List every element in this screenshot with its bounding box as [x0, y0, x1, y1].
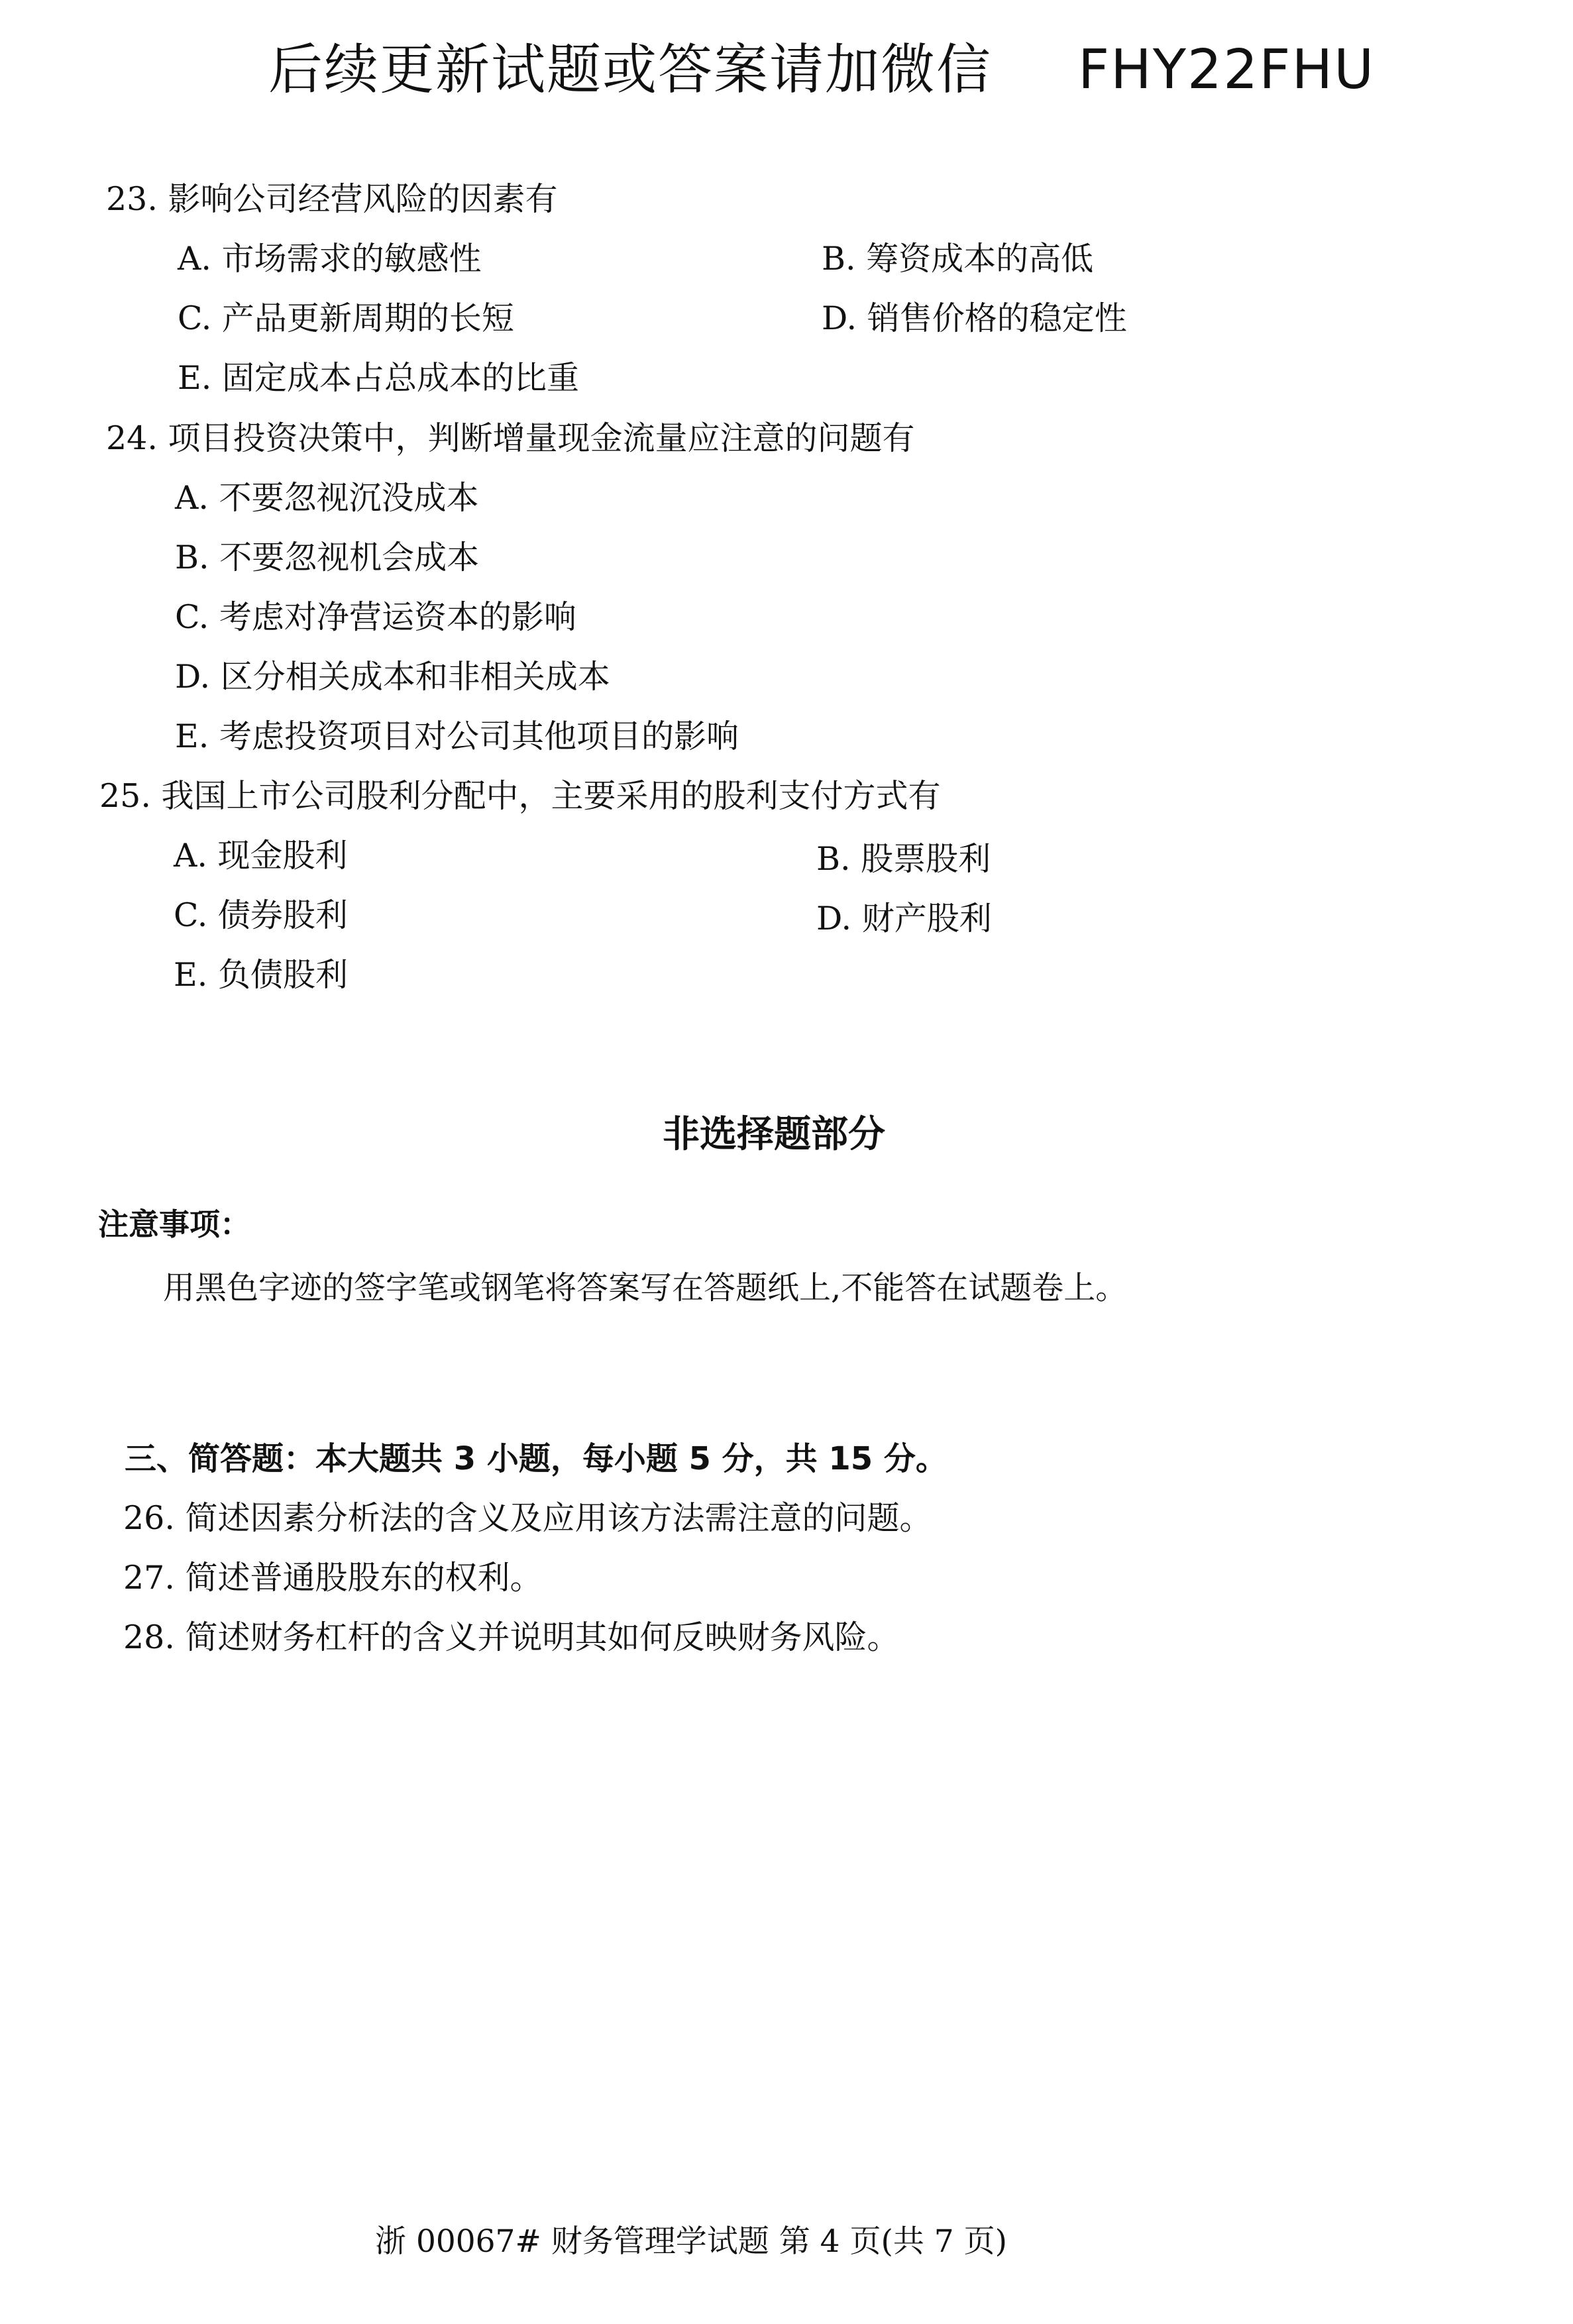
- question-number: 25.: [99, 777, 151, 815]
- part3-heading: 三、简答题：本大题共 3 小题，每小题 5 分，共 15 分。: [125, 1440, 948, 1477]
- option-25-d: D. 财产股利: [816, 900, 992, 937]
- option-23-e: E. 固定成本占总成本的比重: [178, 359, 579, 397]
- note-heading: 注意事项：: [98, 1206, 250, 1242]
- question-25: [99, 770, 941, 817]
- question-number: 26.: [123, 1499, 175, 1537]
- question-text: 影响公司经营风险的因素有: [168, 180, 558, 218]
- option-24-e: E. 考虑投资项目对公司其他项目的影响: [175, 717, 739, 755]
- question-number: 27.: [123, 1559, 175, 1597]
- option-24-b: B. 不要忽视机会成本: [175, 539, 480, 576]
- option-23-b: B. 筹资成本的高低: [822, 240, 1094, 278]
- option-25-c: C. 债券股利: [174, 896, 348, 934]
- question-27: [123, 1552, 543, 1599]
- header-title: 后续更新试题或答案请加微信: [268, 38, 993, 101]
- option-25-b: B. 股票股利: [816, 840, 991, 878]
- question-24: [106, 413, 915, 459]
- question-text: 简述因素分析法的含义及应用该方法需注意的问题。: [185, 1499, 932, 1537]
- option-25-e: E. 负债股利: [174, 956, 348, 994]
- page-footer: 浙 00067# 财务管理学试题 第 4 页(共 7 页): [375, 2223, 1007, 2260]
- header-wechat-id: FHY22FHU: [1078, 38, 1376, 101]
- question-text: 简述财务杠杆的含义并说明其如何反映财务风险。: [185, 1618, 900, 1656]
- question-number: 24.: [106, 419, 158, 457]
- question-text: 项目投资决策中，判断增量现金流量应注意的问题有: [168, 419, 915, 457]
- option-23-d: D. 销售价格的稳定性: [822, 299, 1127, 337]
- question-number: 23.: [106, 180, 158, 218]
- section-title: 非选择题部分: [663, 1113, 885, 1156]
- option-24-d: D. 区分相关成本和非相关成本: [175, 658, 610, 696]
- question-23: [106, 174, 558, 220]
- option-23-a: A. 市场需求的敏感性: [178, 240, 482, 278]
- question-28: [123, 1612, 900, 1658]
- question-number: 28.: [123, 1618, 175, 1656]
- option-24-a: A. 不要忽视沉没成本: [175, 479, 479, 517]
- option-23-c: C. 产品更新周期的长短: [178, 299, 514, 337]
- option-24-c: C. 考虑对净营运资本的影响: [175, 598, 576, 636]
- note-text: 用黑色字迹的签字笔或钢笔将答案写在答题纸上,不能答在试题卷上。: [163, 1269, 1128, 1306]
- question-26: [123, 1493, 932, 1539]
- page-header: [268, 26, 1375, 104]
- question-text: 简述普通股股东的权利。: [185, 1559, 543, 1597]
- option-25-a: A. 现金股利: [174, 837, 348, 874]
- question-text: 我国上市公司股利分配中，主要采用的股利支付方式有: [161, 777, 941, 815]
